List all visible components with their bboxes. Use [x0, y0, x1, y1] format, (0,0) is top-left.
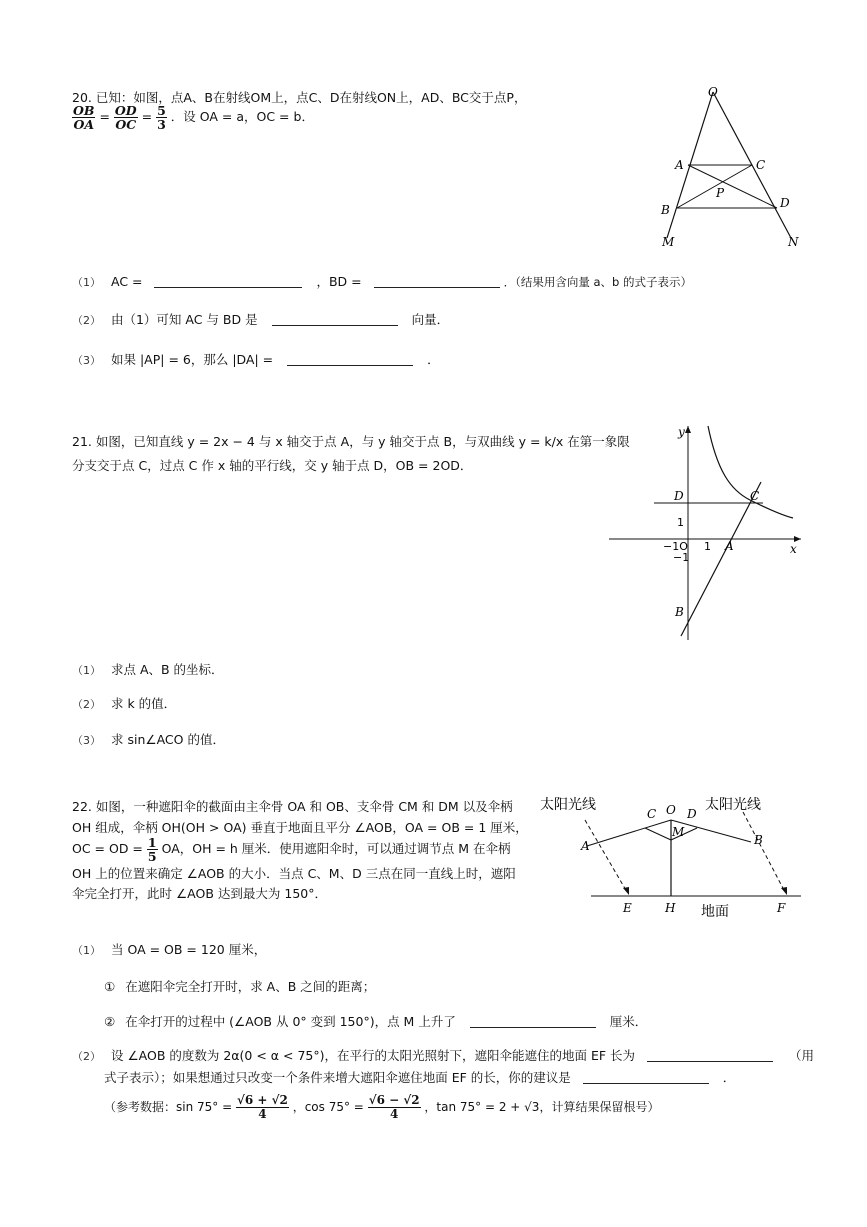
- q21-label-neg10: −1O: [663, 540, 688, 553]
- q20-stem-line2: $\frac{OB}{OA}$ = $\frac{OD}{OC}$ = $\frac{5}{3}$ ．设 OA = a，OC = b．: [73, 103, 314, 132]
- q22-sub2-blank[interactable]: [470, 1015, 596, 1028]
- q20-stem-line1: 20. 已知：如图，点A、B在射线OM上，点C、D在射线ON上，AD、BC交于点P，: [72, 90, 527, 105]
- q22-part1-sub1: ① 在遮阳伞完全打开时，求 A、B 之间的距离；: [104, 979, 376, 994]
- q22-line5: 伞完全打开，此时 ∠AOB 达到最大为 150°．: [72, 886, 327, 901]
- q20-part3: （3） 如果 |AP| = 6，那么 |DA| = ．: [72, 352, 440, 367]
- q20-figure: [655, 82, 805, 254]
- q20-part1: （1） AC = ，BD = ．（结果用含向量 a、b 的式子表示）: [72, 274, 692, 289]
- q20-label-P: P: [716, 186, 725, 200]
- q20-ratio-2: $\frac{OD}{OC}$: [114, 103, 137, 132]
- q22-label-ground: 地面: [701, 904, 729, 920]
- q20-part1-blank-bd[interactable]: [374, 275, 500, 288]
- q22-reference-data: （参考数据：sin 75° = $\frac{√6 + √2}{4}$ ，cos 75° = $\frac{√6 - √2}{4}$ ，tan 75° = 2 + √3，计算结果保留根号）: [104, 1093, 660, 1121]
- q20-label-O: O: [708, 85, 718, 99]
- q22-label-D: D: [687, 807, 697, 821]
- q22-line2: OH 组成，伞柄 OH(OH > OA) 垂直于地面且平分 ∠AOB，OA = OB = 1 厘米，: [72, 820, 528, 835]
- q20-label-N: N: [788, 235, 799, 249]
- q22-label-F: F: [777, 901, 786, 915]
- q21-part1: （1） 求点 A、B 的坐标．: [72, 662, 224, 677]
- q22-label-O: O: [666, 803, 676, 817]
- q21-part2: （2） 求 k 的值．: [72, 696, 177, 711]
- q21-label-A: A: [725, 539, 734, 553]
- q21-label-one-y: 1: [677, 516, 684, 529]
- q21-label-one-x: 1: [704, 540, 711, 553]
- q22-label-C: C: [647, 807, 657, 821]
- q22-figure: [535, 790, 805, 925]
- q21-label-D: D: [674, 489, 684, 503]
- q20-part2-blank[interactable]: [272, 313, 398, 326]
- q22-label-A: A: [581, 839, 590, 853]
- q22-label-M: M: [672, 825, 685, 839]
- q22-label-sun-left: 太阳光线: [540, 797, 596, 813]
- q20-part1-blank-ac[interactable]: [154, 275, 302, 288]
- q22-line3: OC = OD = $\frac{1}{5}$ OA，OH = h 厘米．使用遮阳伞时，可以通过调节点 M 在伞柄: [72, 835, 511, 864]
- q22-part2-line1: （2） 设 ∠AOB 的度数为 2α(0 < α < 75°)，在平行的太阳光照射下，遮阳伞能遮住的地面 EF 长为 （用: [72, 1048, 815, 1063]
- q20-label-M: M: [662, 235, 675, 249]
- q20-ratio-3: $\frac{5}{3}$: [157, 103, 166, 132]
- q22-label-sun-right: 太阳光线: [705, 797, 761, 813]
- q22-line1: 22. 如图，一种遮阳伞的截面由主伞骨 OA 和 OB、支伞骨 CM 和 DM 以及伞柄: [72, 799, 513, 814]
- q21-label-B: B: [675, 605, 684, 619]
- q22-part2-blank-ef[interactable]: [647, 1049, 773, 1062]
- q21-label-neg1: −1: [673, 551, 690, 564]
- q20-part3-blank[interactable]: [287, 353, 413, 366]
- q21-stem-line2: 分支交于点 C，过点 C 作 x 轴的平行线，交 y 轴于点 D，OB = 2OD．: [72, 458, 473, 473]
- q21-label-y: y: [678, 425, 685, 439]
- q21-label-C: C: [750, 489, 760, 503]
- q22-label-E: E: [623, 901, 632, 915]
- q22-frac-one-fifth: $\frac{1}{5}$: [147, 835, 157, 864]
- q21-label-x: x: [790, 542, 797, 556]
- q20-label-C: C: [756, 158, 766, 172]
- q21-part3: （3） 求 sin∠ACO 的值．: [72, 732, 225, 747]
- q20-label-D: D: [780, 196, 790, 210]
- q20-label-B: B: [661, 203, 670, 217]
- q22-ref-sin75: $\frac{√6 + √2}{4}$: [236, 1093, 288, 1121]
- q22-part2-blank-suggestion[interactable]: [583, 1071, 709, 1084]
- q20-label-A: A: [675, 158, 684, 172]
- q22-ref-cos75: $\frac{√6 - √2}{4}$: [368, 1093, 420, 1121]
- q22-line4: OH 上的位置来确定 ∠AOB 的大小．当点 C、M、D 三点在同一直线上时，遮阳: [72, 866, 516, 881]
- q21-stem-line1: 21. 如图，已知直线 y = 2x − 4 与 x 轴交于点 A，与 y 轴交于点 B，与双曲线 y = k/x 在第一象限: [72, 434, 630, 449]
- q20-part2: （2） 由（1）可知 AC 与 BD 是 向量．: [72, 312, 450, 327]
- q21-figure: [605, 420, 805, 645]
- q22-part1: （1） 当 OA = OB = 120 厘米，: [72, 942, 267, 957]
- q22-part2-line2: 式子表示）；如果想通过只改变一个条件来增大遮阳伞遮住地面 EF 的长，你的建议是 ．: [104, 1070, 736, 1085]
- q22-label-B: B: [754, 833, 763, 847]
- q22-part1-sub2: ② 在伞打开的过程中 (∠AOB 从 0° 变到 150°)，点 M 上升了 厘米．: [104, 1014, 648, 1029]
- q22-label-H: H: [665, 901, 676, 915]
- q20-ratio-1: $\frac{OB}{OA}$: [73, 103, 95, 132]
